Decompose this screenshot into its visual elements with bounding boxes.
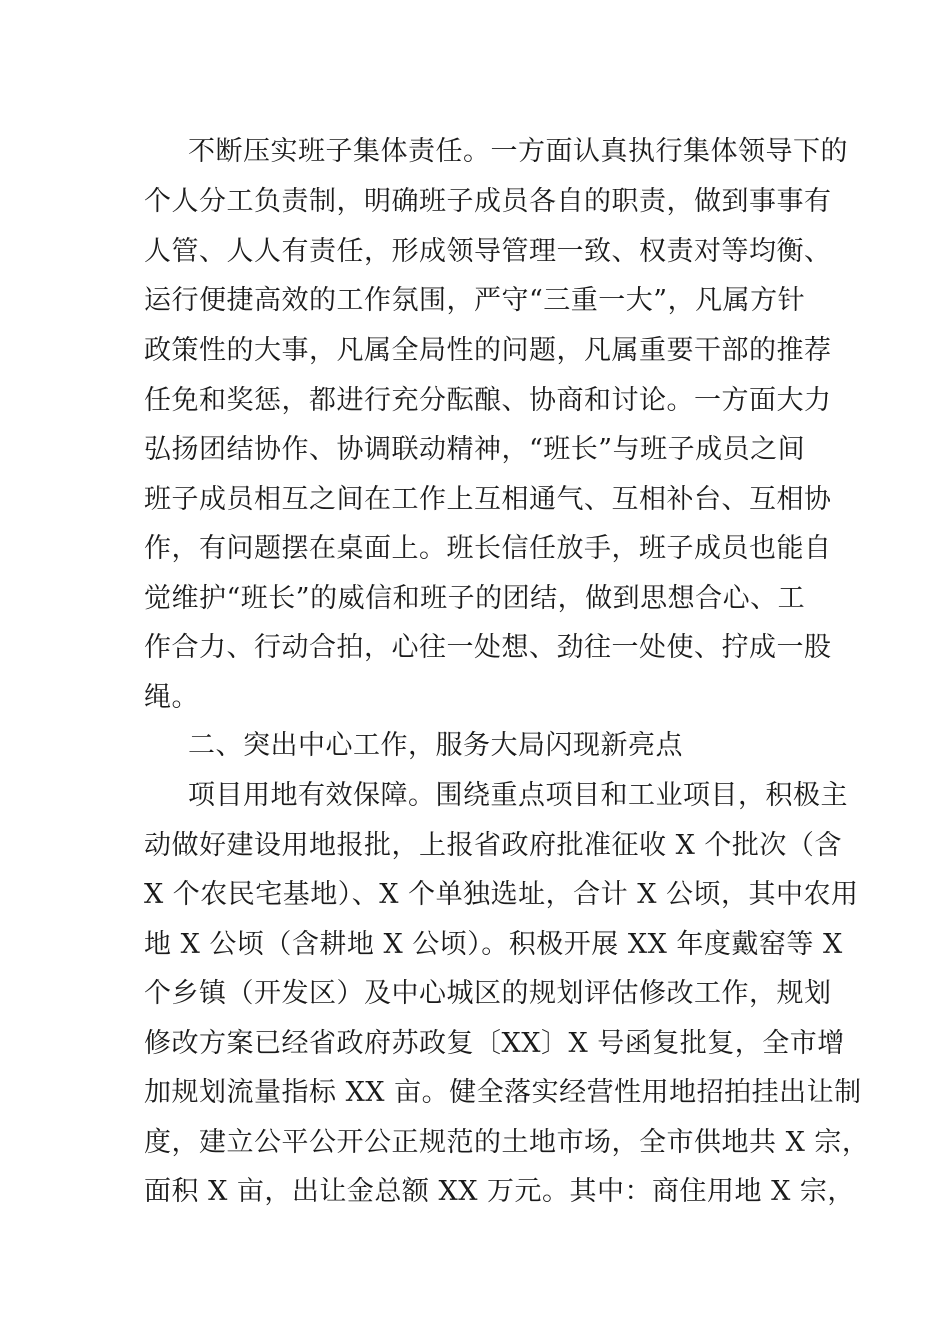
text-line: 觉维护“班长”的威信和班子的团结，做到思想合心、工 (144, 583, 806, 614)
text-line: 个人分工负责制，明确班子成员各自的职责，做到事事有 (144, 186, 832, 217)
text-line: 政策性的大事，凡属全局性的问题，凡属重要干部的推荐 (144, 335, 832, 366)
text-line: 加规划流量指标 XX 亩。健全落实经营性用地招拍挂出让制 (144, 1077, 862, 1108)
text-line: 项目用地有效保障。围绕重点项目和工业项目，积极主 (188, 780, 848, 811)
text-line: 面积 X 亩，出让金总额 XX 万元。其中：商住用地 X 宗， (144, 1176, 855, 1207)
text-line: 度，建立公平公开公正规范的土地市场，全市供地共 X 宗， (144, 1127, 870, 1158)
text-line: 任免和奖惩，都进行充分酝酿、协商和讨论。一方面大力 (144, 385, 832, 416)
text-line: 绳。 (144, 682, 199, 713)
text-line: 个乡镇（开发区）及中心城区的规划评估修改工作，规划 (144, 978, 832, 1009)
text-line: 作，有问题摆在桌面上。班长信任放手，班子成员也能自 (144, 533, 832, 564)
text-line: X 个农民宅基地）、X 个单独选址，合计 X 公顷，其中农用 (144, 879, 859, 910)
text-line: 班子成员相互之间在工作上互相通气、互相补台、互相协 (144, 484, 832, 515)
text-line: 运行便捷高效的工作氛围，严守“三重一大”，凡属方针 (144, 285, 806, 316)
section-heading: 二、突出中心工作，服务大局闪现新亮点 (188, 730, 683, 761)
text-line: 作合力、行动合拍，心往一处想、劲往一处使、拧成一股 (144, 632, 832, 663)
text-line: 不断压实班子集体责任。一方面认真执行集体领导下的 (188, 136, 848, 167)
text-line: 地 X 公顷（含耕地 X 公顷）。积极开展 XX 年度戴窑等 X (144, 929, 843, 960)
text-line: 动做好建设用地报批，上报省政府批准征收 X 个批次（含 (144, 830, 842, 861)
text-line: 人管、人人有责任，形成领导管理一致、权责对等均衡、 (144, 236, 832, 267)
text-line: 修改方案已经省政府苏政复〔XX〕X 号函复批复，全市增 (144, 1028, 845, 1059)
text-line: 弘扬团结协作、协调联动精神，“班长”与班子成员之间 (144, 434, 806, 465)
